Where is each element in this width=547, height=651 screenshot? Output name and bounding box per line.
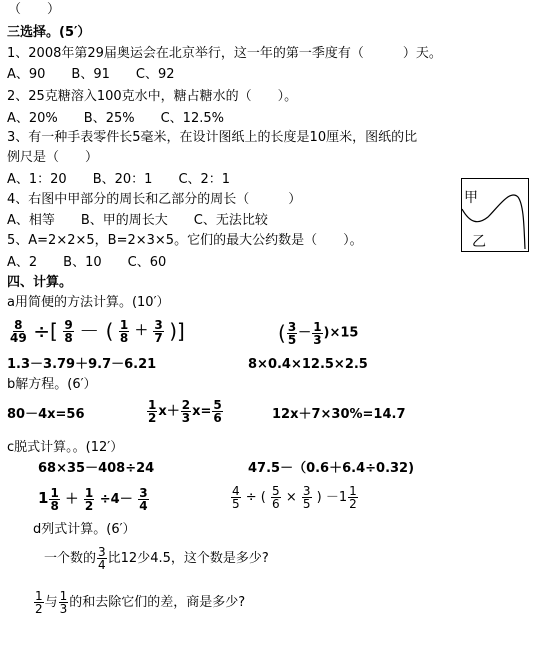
fraction: $\frac{1}{3}$ xyxy=(59,589,68,616)
c-expr-2: 47.5－（0.6＋6.4÷0.32) xyxy=(248,461,415,476)
c-expr-4: $\frac{4}{5}$ ÷ ( $\frac{5}{6}$ × $\frac{3}{5}$ ) －1 $\frac{1}{2}$ xyxy=(232,484,357,511)
q4-options: A、相等 B、甲的周长大 C、无法比较 xyxy=(7,213,268,228)
fraction: $\frac{1}{8}$ xyxy=(50,486,59,513)
c-expr-1: 68×35－408÷24 xyxy=(38,461,155,476)
q4-text: 4、右图中甲部分的周长和乙部分的周长（ ） xyxy=(7,192,302,207)
fraction: $\frac{4}{5}$ xyxy=(232,484,240,511)
fraction: $\frac{1}{2}$ xyxy=(84,486,94,513)
b-expr-2: $\frac{1}{2}$ x＋ $\frac{2}{3}$ x= $\frac{5}{6}$ xyxy=(148,398,222,425)
q3-text-line1: 3、有一种手表零件长5毫米，在设计图纸上的长度是10厘米，图纸的比 xyxy=(7,130,418,145)
fraction: $\frac{9}{8}$ xyxy=(64,317,73,345)
fraction: $\frac{5}{6}$ xyxy=(272,484,280,511)
q2-options: A、20% B、25% C、12.5% xyxy=(7,111,224,126)
fraction: $\frac{1}{2}$ xyxy=(349,484,357,511)
fraction: $\frac{2}{3}$ xyxy=(181,398,191,425)
part-a-title: a用简便的方法计算。(10′） xyxy=(7,295,170,310)
c-expr-3: 1 $\frac{1}{8}$ ＋ $\frac{1}{2}$ ÷4－ $\frac{3}{4}$ xyxy=(38,486,148,513)
fraction: $\frac{1}{2}$ xyxy=(148,398,157,425)
label-jia: 甲 xyxy=(464,190,478,206)
q3-options: A、1：20 B、20：1 C、2：1 xyxy=(7,172,231,187)
a-expr-3: 1.3－3.79＋9.7－6.21 xyxy=(7,357,157,372)
q2-text: 2、25克糖溶入100克水中，糖占糖水的（ ）。 xyxy=(7,89,298,104)
b-expr-1: 80－4x=56 xyxy=(7,407,85,422)
fraction: $\frac{1}{8}$ xyxy=(119,317,129,345)
fraction: $\frac{3}{5}$ xyxy=(287,319,297,347)
label-yi: 乙 xyxy=(472,234,486,250)
d-question-2: $\frac{1}{2}$ 与 $\frac{1}{3}$ 的和去除它们的差，商是多少? xyxy=(35,589,246,616)
part-c-title: c脱式计算。。(12′） xyxy=(7,440,124,455)
part-b-title: b解方程。(6′） xyxy=(7,377,97,392)
fraction: $\frac{5}{6}$ xyxy=(213,398,222,425)
q4-figure xyxy=(461,178,529,252)
a-expr-2: ( $\frac{3}{5}$ － $\frac{1}{3}$ )×15 xyxy=(278,319,359,347)
q3-text-line2: 例尺是（ ） xyxy=(7,150,99,165)
part-d-title: d列式计算。(6′） xyxy=(33,522,136,537)
b-expr-3: 12x＋7×30%=14.7 xyxy=(272,407,406,422)
section-3-title: 三选择。(5′） xyxy=(7,25,91,40)
fraction: $\frac{8}{49}$ xyxy=(10,317,27,345)
q5-options: A、2 B、10 C、60 xyxy=(7,255,167,270)
q1-text: 1、2008年第29届奥运会在北京举行，这一年的第一季度有（ ）天。 xyxy=(7,46,442,61)
q1-options: A、90 B、91 C、92 xyxy=(7,67,175,82)
d-question-1: 一个数的 $\frac{3}{4}$ 比12少4.5，这个数是多少? xyxy=(44,545,269,572)
fraction: $\frac{3}{4}$ xyxy=(98,545,106,572)
top-blank-paren: （ ） xyxy=(8,2,61,17)
q5-text: 5、A=2×2×5，B=2×3×5。它们的最大公约数是（ ）。 xyxy=(7,233,363,248)
section-4-title: 四、计算。 xyxy=(7,275,73,290)
fraction: $\frac{1}{2}$ xyxy=(35,589,43,616)
a-expr-1: $\frac{8}{49}$ ÷[ $\frac{9}{8}$ － ( $\frac{1}{8}$ ＋ $\frac{3}{7}$ )] xyxy=(10,317,185,345)
fraction: $\frac{3}{7}$ xyxy=(154,317,163,345)
fraction: $\frac{1}{3}$ xyxy=(313,319,322,347)
fraction: $\frac{3}{4}$ xyxy=(139,486,148,513)
fraction: $\frac{3}{5}$ xyxy=(302,484,311,511)
a-expr-4: 8×0.4×12.5×2.5 xyxy=(248,357,368,372)
